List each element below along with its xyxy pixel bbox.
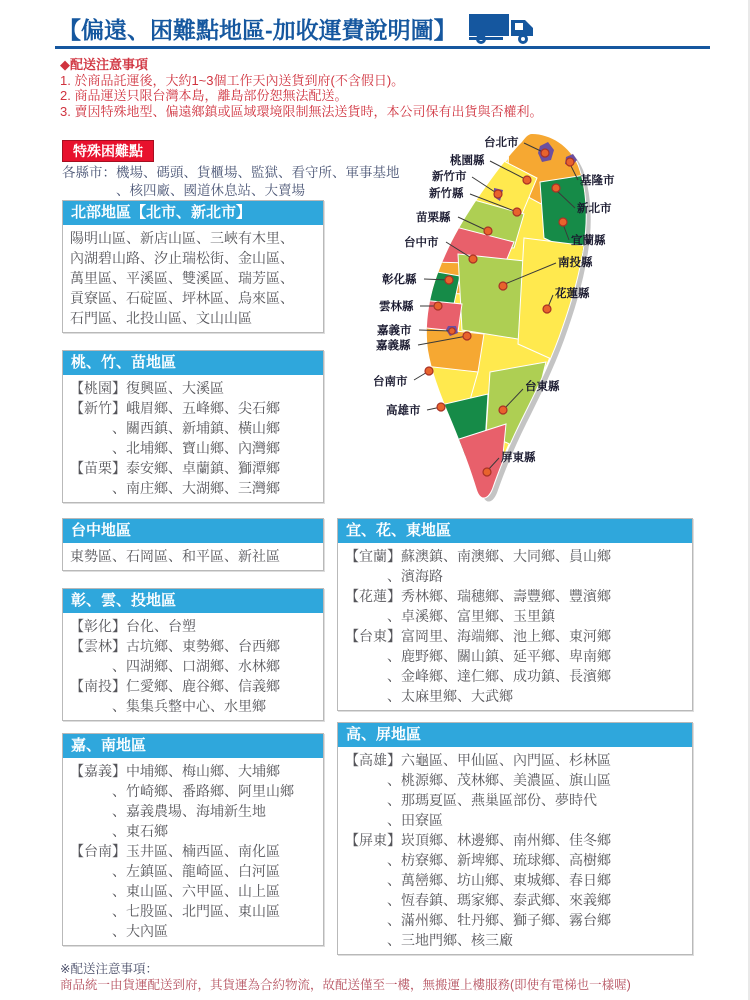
region-line: 【台南】玉井區、楠西區、南化區 <box>70 843 280 859</box>
map-label-tainan: 台南市 <box>373 376 408 388</box>
dot-taitung <box>499 406 507 414</box>
map-label-nantou: 南投縣 <box>558 257 593 269</box>
header <box>58 10 539 46</box>
region-box-chang-yun-tou-title: 彰、雲、投地區 <box>63 589 323 613</box>
map-label-taitung: 台東縣 <box>525 381 560 393</box>
region-line: 【宜蘭】蘇澳鎮、南澳鄉、大同鄉、員山鄉 <box>345 548 611 564</box>
region-line: 、嘉義農場、海埔新生地 <box>70 803 266 819</box>
region-line: 、大內區 <box>70 923 168 939</box>
region-line: 【彰化】台化、台塑 <box>70 618 196 634</box>
footer-note <box>60 961 631 993</box>
region-box-taichung-title: 台中地區 <box>63 519 323 543</box>
dot-tainan <box>425 367 433 375</box>
map-label-changhua: 彰化縣 <box>382 274 417 286</box>
region-box-chia-nan <box>62 733 324 946</box>
region-line: 、集集兵整中心、水里鄉 <box>70 698 266 714</box>
map-label-yilan: 宜蘭縣 <box>571 235 606 247</box>
delivery-note-2: 2. 商品運送只限台灣本島，離島部份恕無法配送。 <box>60 88 348 103</box>
region-line: 、金峰鄉、達仁鄉、成功鎮、長濱鄉 <box>345 668 611 684</box>
delivery-notes <box>60 57 542 119</box>
region-line: 、那瑪夏區、燕巢區部份、夢時代 <box>345 792 597 808</box>
region-line: 東勢區、石岡區、和平區、新社區 <box>70 548 280 564</box>
region-box-kao-ping <box>337 722 693 955</box>
region-box-taichung <box>62 518 324 571</box>
region-line: 、恆春鎮、瑪家鄉、泰武鄉、來義鄉 <box>345 892 611 908</box>
map-label-chiayi-county: 嘉義縣 <box>376 340 411 352</box>
region-box-north <box>62 200 324 333</box>
dot-miaoli <box>484 227 492 235</box>
map-region-changhua <box>422 270 460 304</box>
region-line: 貢寮區、石碇區、坪林區、烏來區、 <box>70 290 294 306</box>
map-label-yunlin: 雲林縣 <box>379 301 414 313</box>
map-label-taipei: 台北市 <box>484 137 519 149</box>
region-line: 【屏東】崁頂鄉、林邊鄉、南州鄉、佳冬鄉 <box>345 832 611 848</box>
special-points-badge: 特殊困難點 <box>62 140 154 162</box>
region-line: 、北埔鄉、寶山鄉、內灣鄉 <box>70 440 280 456</box>
region-line: 、四湖鄉、口湖鄉、水林鄉 <box>70 658 280 674</box>
region-line: 、卓溪鄉、富里鄉、玉里鎮 <box>345 608 555 624</box>
dot-hualien <box>543 305 551 313</box>
region-line: 【花蓮】秀林鄉、瑞穗鄉、壽豐鄉、豐濱鄉 <box>345 588 611 604</box>
region-line: 、滿州鄉、牡丹鄉、獅子鄉、霧台鄉 <box>345 912 611 928</box>
region-line: 【新竹】峨眉鄉、五峰鄉、尖石鄉 <box>70 400 280 416</box>
region-line: 、竹崎鄉、番路鄉、阿里山鄉 <box>70 783 294 799</box>
delivery-notes-heading: ◆配送注意事項 <box>60 57 148 72</box>
region-line: 【苗栗】泰安鄉、卓蘭鎮、獅潭鄉 <box>70 460 280 476</box>
dot-chiayi-county <box>463 332 471 340</box>
region-box-kao-ping-title: 高、屏地區 <box>338 723 692 747</box>
region-box-north-title: 北部地區【北市、新北市】 <box>63 201 323 225</box>
region-line: 【嘉義】中埔鄉、梅山鄉、大埔鄉 <box>70 763 280 779</box>
region-line: 【高雄】六龜區、甲仙區、內門區、杉林區 <box>345 752 611 768</box>
region-line: 、鹿野鄉、關山鎮、延平鄉、卑南鄉 <box>345 648 611 664</box>
map-label-hsinchu-county: 新竹縣 <box>429 188 464 200</box>
region-line: 、太麻里鄉、大武鄉 <box>345 688 513 704</box>
region-line: 【雲林】古坑鄉、東勢鄉、台西鄉 <box>70 638 280 654</box>
region-line: 、濱海路 <box>345 568 443 584</box>
dot-chiayi-city <box>449 328 455 334</box>
region-box-yi-hua-dong <box>337 518 693 711</box>
region-line: 、關西鎮、新埔鎮、橫山鄉 <box>70 420 280 436</box>
special-points-line1: 各縣市：機場、碼頭、貨櫃場、監獄、看守所、軍事基地 <box>62 165 400 180</box>
region-line: 、桃源鄉、茂林鄉、美濃區、旗山區 <box>345 772 611 788</box>
region-box-chia-nan-title: 嘉、南地區 <box>63 734 323 758</box>
page-title: 【偏遠、困難點地區-加收運費說明圖】 <box>58 16 457 43</box>
dot-changhua <box>445 276 453 284</box>
region-line: 石門區、北投山區、文山山區 <box>70 310 252 326</box>
delivery-note-1: 1. 於商品託運後，大約1~3個工作天內送貨到府(不含假日)。 <box>60 72 405 88</box>
region-line: 陽明山區、新店山區、三峽有木里、 <box>70 230 294 246</box>
truck-icon <box>467 10 539 46</box>
dot-taichung <box>469 255 477 263</box>
map-label-taoyuan: 桃園縣 <box>450 155 485 167</box>
region-line: 【南投】仁愛鄉、鹿谷鄉、信義鄉 <box>70 678 280 694</box>
map-label-keelung: 基隆市 <box>580 175 615 187</box>
special-points-line2: 、核四廠、國道休息站、大賣場 <box>62 183 305 198</box>
footer-note-text: 商品統一由貨運配送到府，其貨運為合約物流，故配送僅至一樓，無搬運上樓服務(即使有電梯也一樣喔) <box>60 978 631 992</box>
region-line: 、東石鄉 <box>70 823 168 839</box>
region-line: 、枋寮鄉、新埤鄉、琉球鄉、高樹鄉 <box>345 852 611 868</box>
region-line: 【台東】富岡里、海端鄉、池上鄉、東河鄉 <box>345 628 611 644</box>
region-line: 、左鎮區、龍崎區、白河區 <box>70 863 280 879</box>
taiwan-map-svg <box>372 126 707 516</box>
dot-hsinchu-county <box>513 208 521 216</box>
region-line: 、南庄鄉、大湖鄉、三灣鄉 <box>70 480 280 496</box>
map-label-chiayi-city: 嘉義市 <box>377 325 412 337</box>
region-line: 、七股區、北門區、東山區 <box>70 903 280 919</box>
map-label-hualien: 花蓮縣 <box>555 288 590 300</box>
header-divider <box>55 46 710 49</box>
region-line: 【桃園】復興區、大溪區 <box>70 380 224 396</box>
map-label-xinbei: 新北市 <box>577 203 612 215</box>
taiwan-map <box>372 126 707 516</box>
dot-hsinchu-city <box>494 190 502 198</box>
map-label-taichung: 台中市 <box>404 237 439 249</box>
dot-xinbei <box>552 184 560 192</box>
map-label-pingtung: 屏東縣 <box>501 452 536 464</box>
map-region-chiayi <box>426 328 484 372</box>
region-line: 內湖碧山路、汐止瑞松街、金山區、 <box>70 250 294 266</box>
dot-yunlin <box>434 302 442 310</box>
map-label-hsinchu-city: 新竹市 <box>432 171 467 183</box>
region-line: 、三地門鄉、核三廠 <box>345 932 513 948</box>
region-box-tao-chu-miao <box>62 350 324 503</box>
dot-taipei <box>541 149 549 157</box>
region-box-tao-chu-miao-title: 桃、竹、苗地區 <box>63 351 323 375</box>
dot-yilan <box>559 218 567 226</box>
dot-keelung <box>566 158 574 166</box>
region-box-yi-hua-dong-title: 宜、花、東地區 <box>338 519 692 543</box>
dot-nantou <box>499 282 507 290</box>
region-line: 、東山區、六甲區、山上區 <box>70 883 280 899</box>
delivery-note-3: 3. 賣因特殊地型、偏遠鄉鎮或區域環境限制無法送貨時，本公司保有出貨與否權利。 <box>60 103 543 119</box>
dot-kaohsiung <box>437 403 445 411</box>
region-line: 萬里區、平溪區、雙溪區、瑞芳區、 <box>70 270 294 286</box>
region-line: 、田寮區 <box>345 812 443 828</box>
region-line: 、萬巒鄉、坊山鄉、東城鄉、春日鄉 <box>345 872 611 888</box>
dot-taoyuan <box>523 176 531 184</box>
special-points-text <box>62 164 400 200</box>
dot-pingtung <box>483 468 491 476</box>
map-label-miaoli: 苗栗縣 <box>416 212 451 224</box>
region-box-chang-yun-tou <box>62 588 324 721</box>
footer-note-heading: ※配送注意事項： <box>60 962 158 976</box>
map-label-kaohsiung: 高雄市 <box>386 405 421 417</box>
